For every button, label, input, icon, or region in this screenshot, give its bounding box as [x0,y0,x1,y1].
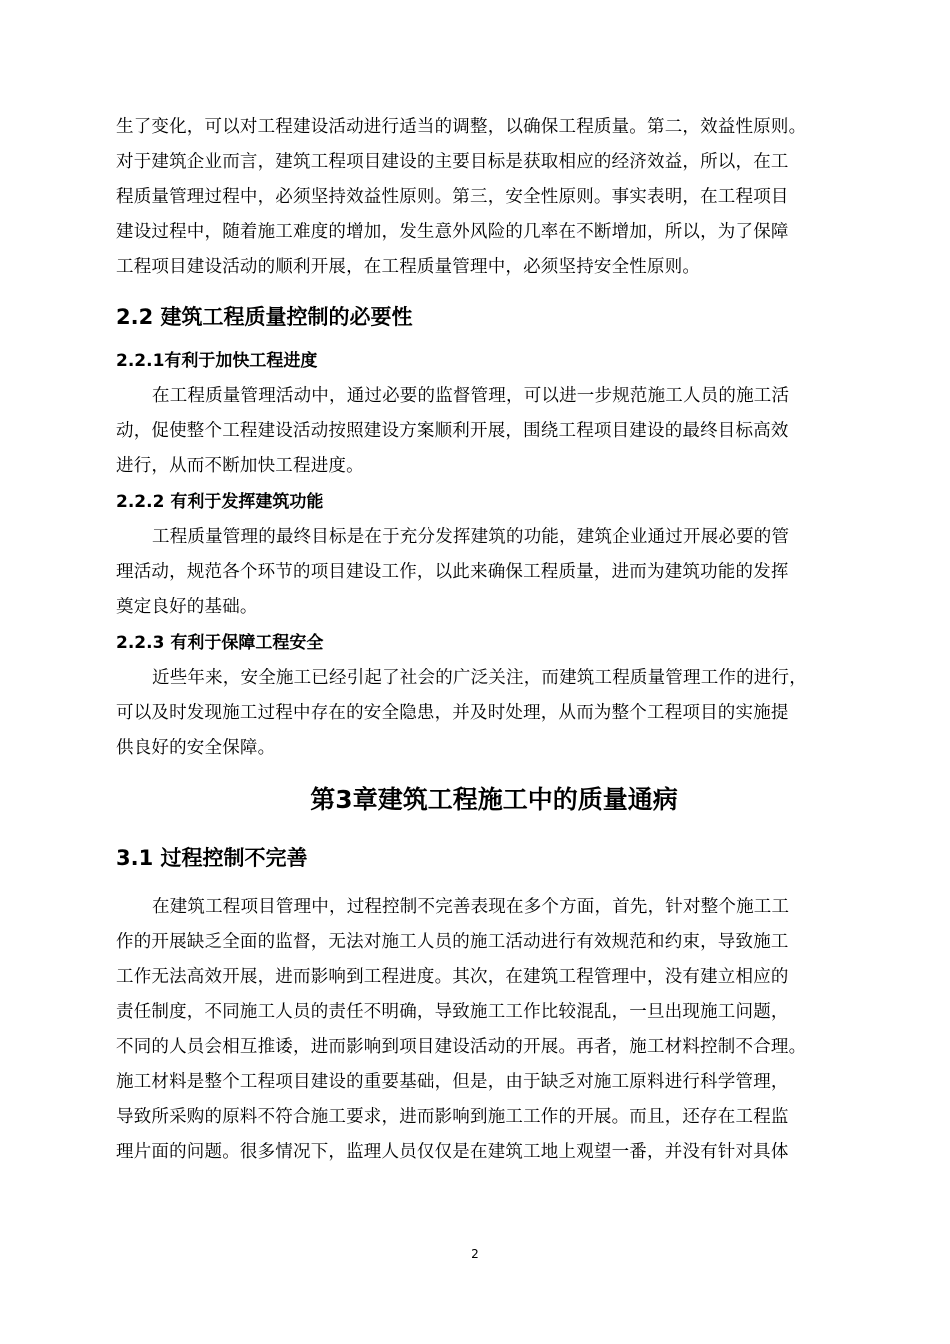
subsection-heading-2-2-1: 2.2.1有利于加快工程进度 [116,351,318,371]
paragraph-line: 在建筑工程项目管理中，过程控制不完善表现在多个方面，首先，针对整个施工工 [152,897,790,917]
intro-paragraph [116,110,872,285]
subsection-heading-2-2-3: 2.2.3 有利于保障工程安全 [116,633,324,653]
subsection-heading-2-2-2: 2.2.2 有利于发挥建筑功能 [116,492,324,512]
paragraph-line: 奠定良好的基础。 [116,597,258,617]
paragraph-line: 工作无法高效开展，进而影响到工程进度。其次，在建筑工程管理中，没有建立相应的 [116,967,789,987]
paragraph-2-2-2 [116,520,872,625]
paragraph-3-1 [116,890,872,1170]
page-number: 2 [471,1247,479,1261]
paragraph-2-2-3 [116,661,872,766]
paragraph-line: 生了变化，可以对工程建设活动进行适当的调整，以确保工程质量。第二，效益性原则。 [116,117,807,137]
section-heading-3-1: 3.1 过程控制不完善 [116,846,308,870]
paragraph-line: 程质量管理过程中，必须坚持效益性原则。第三，安全性原则。事实表明，在工程项目 [116,187,789,207]
paragraph-line: 导致所采购的原料不符合施工要求，进而影响到施工工作的开展。而且，还存在工程监 [116,1107,789,1127]
paragraph-line: 工程项目建设活动的顺利开展，在工程质量管理中，必须坚持安全性原则。 [116,257,701,277]
paragraph-line: 可以及时发现施工过程中存在的安全隐患，并及时处理，从而为整个工程项目的实施提 [116,703,789,723]
paragraph-line: 对于建筑企业而言，建筑工程项目建设的主要目标是获取相应的经济效益，所以，在工 [116,152,789,172]
paragraph-line: 理片面的问题。很多情况下，监理人员仅仅是在建筑工地上观望一番，并没有针对具体 [116,1142,789,1162]
paragraph-2-2-1 [116,379,872,484]
paragraph-line: 施工材料是整个工程项目建设的重要基础，但是，由于缺乏对施工原料进行科学管理， [116,1072,789,1092]
paragraph-line: 供良好的安全保障。 [116,738,276,758]
paragraph-line: 不同的人员会相互推诿，进而影响到项目建设活动的开展。再者，施工材料控制不合理。 [116,1037,807,1057]
paragraph-line: 在工程质量管理活动中，通过必要的监督管理，可以进一步规范施工人员的施工活 [152,386,790,406]
document-page [116,110,872,1170]
paragraph-line: 近些年来，安全施工已经引起了社会的广泛关注，而建筑工程质量管理工作的进行， [152,668,807,688]
paragraph-line: 工程质量管理的最终目标是在于充分发挥建筑的功能，建筑企业通过开展必要的管 [152,527,790,547]
paragraph-line: 动，促使整个工程建设活动按照建设方案顺利开展，围绕工程项目建设的最终目标高效 [116,421,789,441]
section-heading-2-2: 2.2 建筑工程质量控制的必要性 [116,305,413,329]
paragraph-line: 进行，从而不断加快工程进度。 [116,456,364,476]
paragraph-line: 建设过程中，随着施工难度的增加，发生意外风险的几率在不断增加，所以，为了保障 [116,222,789,242]
paragraph-line: 责任制度，不同施工人员的责任不明确，导致施工工作比较混乱，一旦出现施工问题， [116,1002,789,1022]
paragraph-line: 理活动，规范各个环节的项目建设工作，以此来确保工程质量，进而为建筑功能的发挥 [116,562,789,582]
paragraph-line: 作的开展缺乏全面的监督，无法对施工人员的施工活动进行有效规范和约束，导致施工 [116,932,789,952]
chapter-title: 第3章建筑工程施工中的质量通病 [310,785,678,814]
